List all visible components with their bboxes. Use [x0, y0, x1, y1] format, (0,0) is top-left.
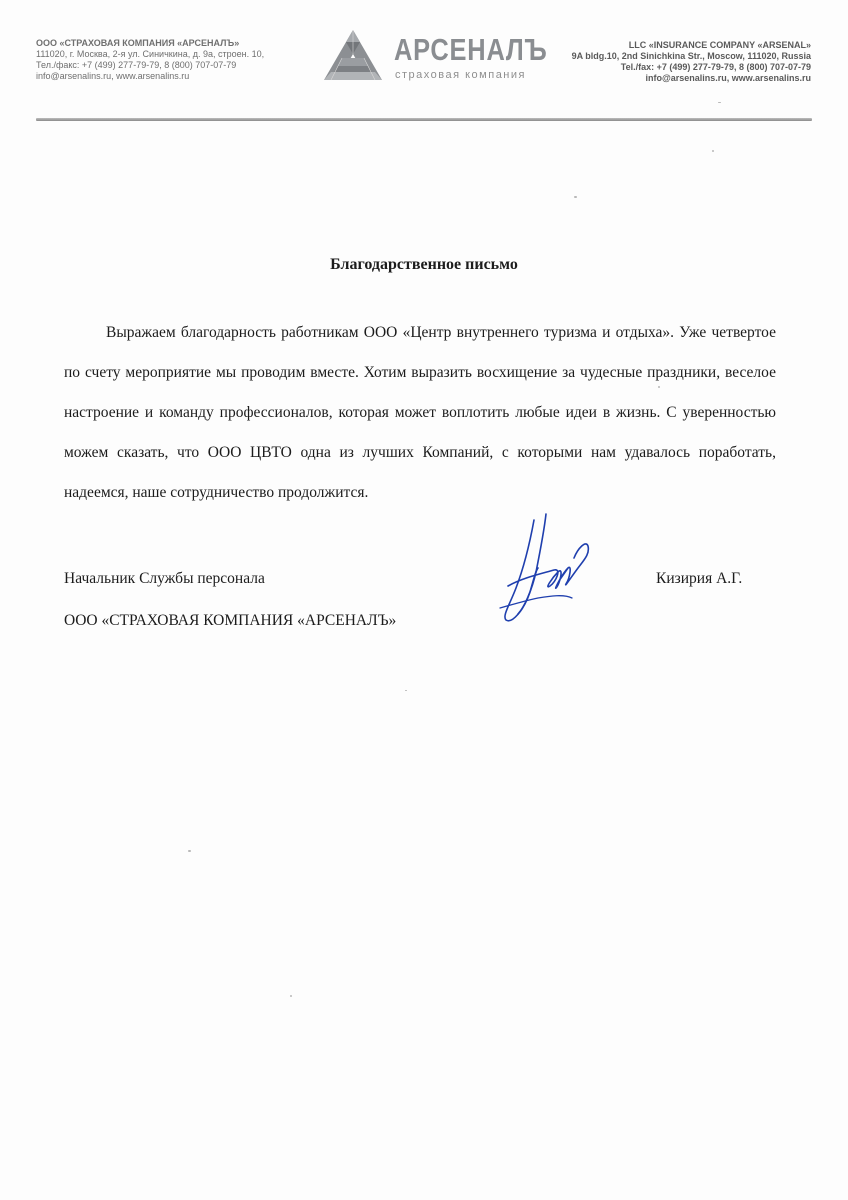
scan-speck [712, 150, 714, 152]
scan-speck [658, 386, 660, 388]
letterhead-right [572, 40, 811, 84]
letterhead-right-address: 9A bldg.10, 2nd Sinichkina Str., Moscow, 111020, Russia [571, 51, 811, 61]
letterhead-left-company: ООО «СТРАХОВАЯ КОМПАНИЯ «АРСЕНАЛЪ» [36, 38, 240, 48]
letter-paragraph: Выражаем благодарность работникам ООО «Центр внутреннего туризма и отдыха». Уже четвертое по счету мероприятие мы проводим вместе. Хотим выразить восхищение за чудесные праздники, веселое настроение и команду профессионалов, которая может воплотить любые идеи в жизнь. С уверенностью можем сказать, что ООО ЦВТО одна из лучших Компаний, с которыми нам удавалось поработать, надеемся, наше сотрудничество продолжится. [64, 324, 776, 501]
letterhead-left-address: 111020, г. Москва, 2-я ул. Синичкина, д. 9а, строен. 10, [36, 49, 265, 59]
letterhead-left-phone: Тел./факс: +7 (499) 277-79-79, 8 (800) 707-07-79 [36, 60, 237, 70]
letterhead-right-web: info@arsenalins.ru, www.arsenalins.ru [645, 73, 811, 83]
logo-name: АРСЕНАЛЪ [394, 32, 548, 67]
scan-speck [405, 690, 407, 691]
scan-speck [290, 995, 292, 997]
scan-speck [718, 102, 721, 103]
letter-body [64, 313, 776, 513]
company-logo [322, 28, 548, 84]
scan-speck [188, 850, 191, 852]
letterhead-left [36, 38, 264, 82]
letterhead-right-company: LLC «INSURANCE COMPANY «ARSENAL» [628, 40, 811, 50]
arsenal-logo-icon [322, 28, 384, 82]
letter-title: Благодарственное письмо [330, 256, 518, 273]
handwritten-signature [494, 512, 594, 630]
letterhead-left-web: info@arsenalins.ru, www.arsenalins.ru [36, 71, 190, 81]
signer-company: ООО «СТРАХОВАЯ КОМПАНИЯ «АРСЕНАЛЪ» [64, 612, 397, 629]
logo-subtitle: страховая компания [395, 69, 526, 81]
signer-name: Кизирия А.Г. [656, 570, 743, 587]
letterhead-right-phone: Tel./fax: +7 (499) 277-79-79, 8 (800) 707-07-79 [620, 62, 811, 72]
letterhead-divider [36, 118, 812, 121]
scan-speck [574, 196, 577, 198]
signer-position: Начальник Службы персонала [64, 570, 265, 587]
